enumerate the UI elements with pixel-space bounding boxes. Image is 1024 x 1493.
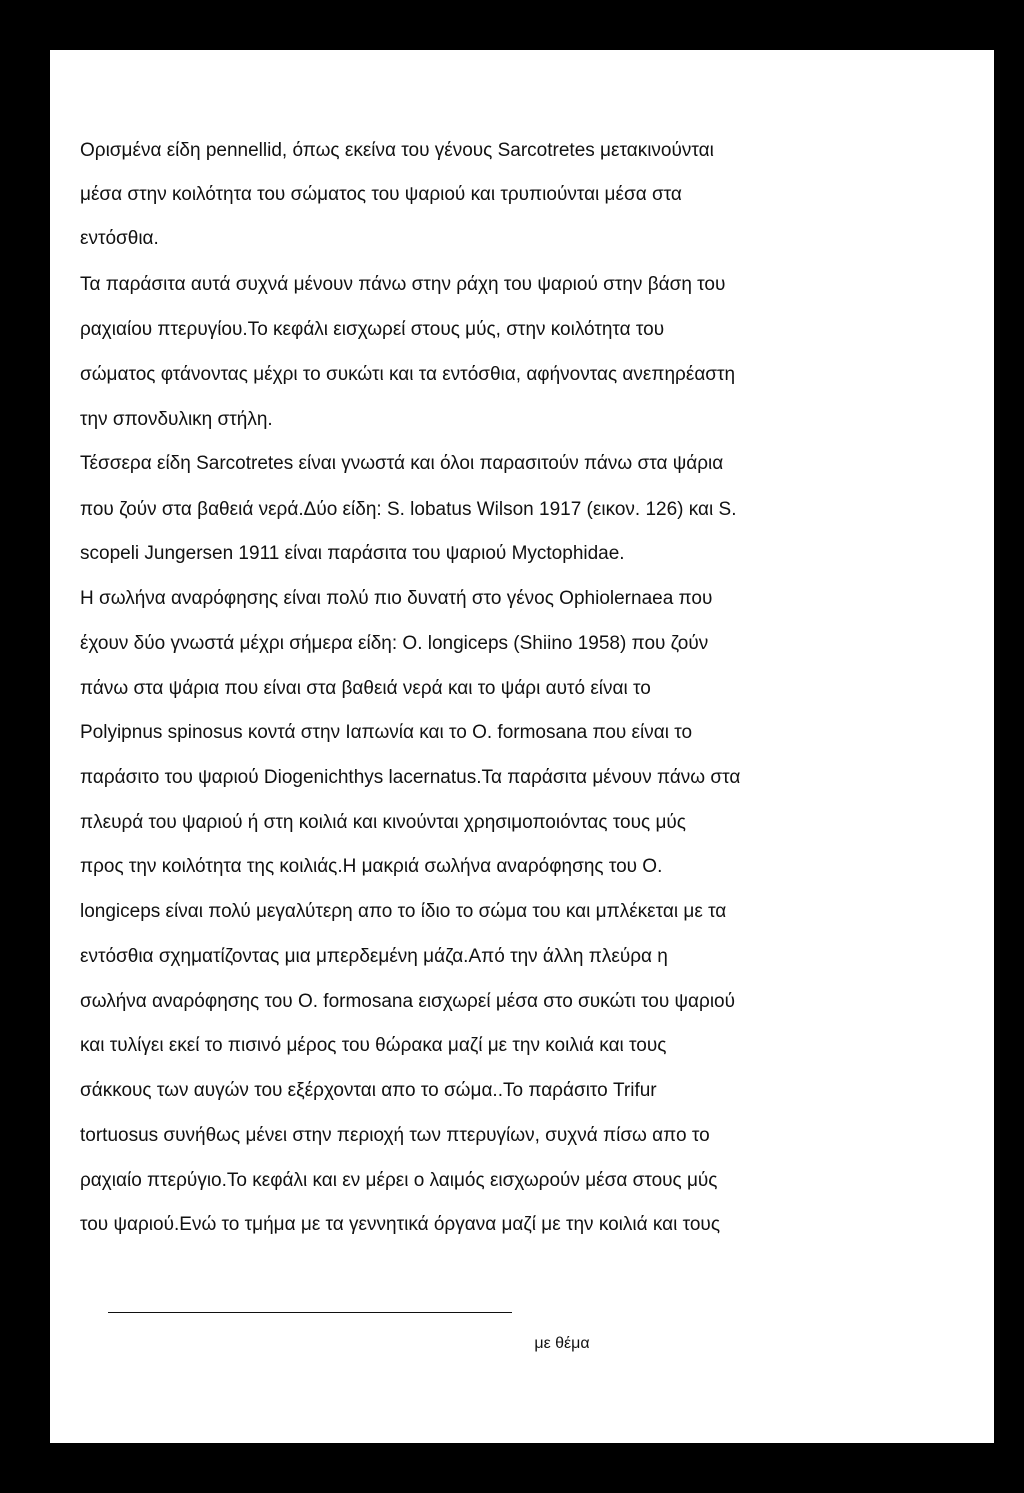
text-line-4: Τα παράσιτα αυτά συχνά μένουν πάνω στην ράχη του ψαριού στην βάση του xyxy=(80,274,726,295)
text-line-20: σωλήνα αναρόφησης του Ο. formosana εισχωρεί μέσα στο συκώτι του ψαριού xyxy=(80,991,735,1012)
text-line-17: προς την κοιλότητα της κοιλιάς.Η μακριά σωλήνα αναρόφησης του Ο. xyxy=(80,856,663,877)
text-line-21: και τυλίγει εκεί το πισινό μέρος του θώρακα μαζί με την κοιλιά και τους xyxy=(80,1035,667,1056)
text-line-25: του ψαριού.Ενώ το τμήμα με τα γεννητικά όργανα μαζί με την κοιλιά και τους xyxy=(80,1214,720,1235)
text-line-23: tortuosus συνήθως μένει στην περιοχή των πτερυγίων, συχνά πίσω απο το xyxy=(80,1125,710,1146)
text-line-5: ραχιαίου πτερυγίου.Το κεφάλι εισχωρεί στους μύς, στην κοιλότητα του xyxy=(80,319,665,340)
text-line-14: Polyipnus spinosus κοντά στην Ιαπωνία και το Ο. formosana που είναι το xyxy=(80,722,693,743)
text-line-1: Ορισμένα είδη pennellid, όπως εκείνα του γένους Sarcotretes μετακινούνται xyxy=(80,140,714,161)
text-line-2: μέσα στην κοιλότητα του σώματος του ψαριού και τρυπιούνται μέσα στα xyxy=(80,184,682,205)
text-line-15: παράσιτο του ψαριού Diogenichthys lacernatus.Τα παράσιτα μένουν πάνω στα xyxy=(80,767,741,788)
text-line-9: που ζούν στα βαθειά νερά.Δύο είδη: S. lobatus Wilson 1917 (εικον. 126) και S. xyxy=(80,499,737,520)
footnote-divider xyxy=(108,1312,512,1313)
text-line-22: σάκκους των αυγών του εξέρχονται απο το σώμα..Το παράσιτο Trifur xyxy=(80,1080,657,1101)
text-line-24: ραχιαίο πτερύγιο.Το κεφάλι και εν μέρει ο λαιμός εισχωρούν μέσα στους μύς xyxy=(80,1170,718,1191)
text-line-11: Η σωλήνα αναρόφησης είναι πολύ πιο δυνατή στο γένος Ophiolernaea που xyxy=(80,588,713,609)
text-line-6: σώματος φτάνοντας μέχρι το συκώτι και τα εντόσθια, αφήνοντας ανεπηρέαστη xyxy=(80,364,736,385)
text-line-12: έχουν δύο γνωστά μέχρι σήμερα είδη: Ο. longiceps (Shiino 1958) που ζούν xyxy=(80,633,709,654)
text-line-7: την σπονδυλικη στήλη. xyxy=(80,409,273,430)
text-line-13: πάνω στα ψάρια που είναι στα βαθειά νερά και το ψάρι αυτό είναι το xyxy=(80,678,651,699)
text-line-19: εντόσθια σχηματίζοντας μια μπερδεμένη μάζα.Από την άλλη πλεύρα η xyxy=(80,946,668,967)
text-line-18: longiceps είναι πολύ μεγαλύτερη απο το ίδιο το σώμα του και μπλέκεται με τα xyxy=(80,901,727,922)
text-line-10: scopeli Jungersen 1911 είναι παράσιτα του ψαριού Myctophidae. xyxy=(80,543,625,564)
text-line-3: εντόσθια. xyxy=(80,228,159,249)
text-line-8: Τέσσερα είδη Sarcotretes είναι γνωστά και όλοι παρασιτούν πάνω στα ψάρια xyxy=(80,453,724,474)
footnote-text: με θέμα xyxy=(534,1335,590,1352)
text-line-16: πλευρά του ψαριού ή στη κοιλιά και κινούνται χρησιμοποιόντας τους μύς xyxy=(80,812,686,833)
